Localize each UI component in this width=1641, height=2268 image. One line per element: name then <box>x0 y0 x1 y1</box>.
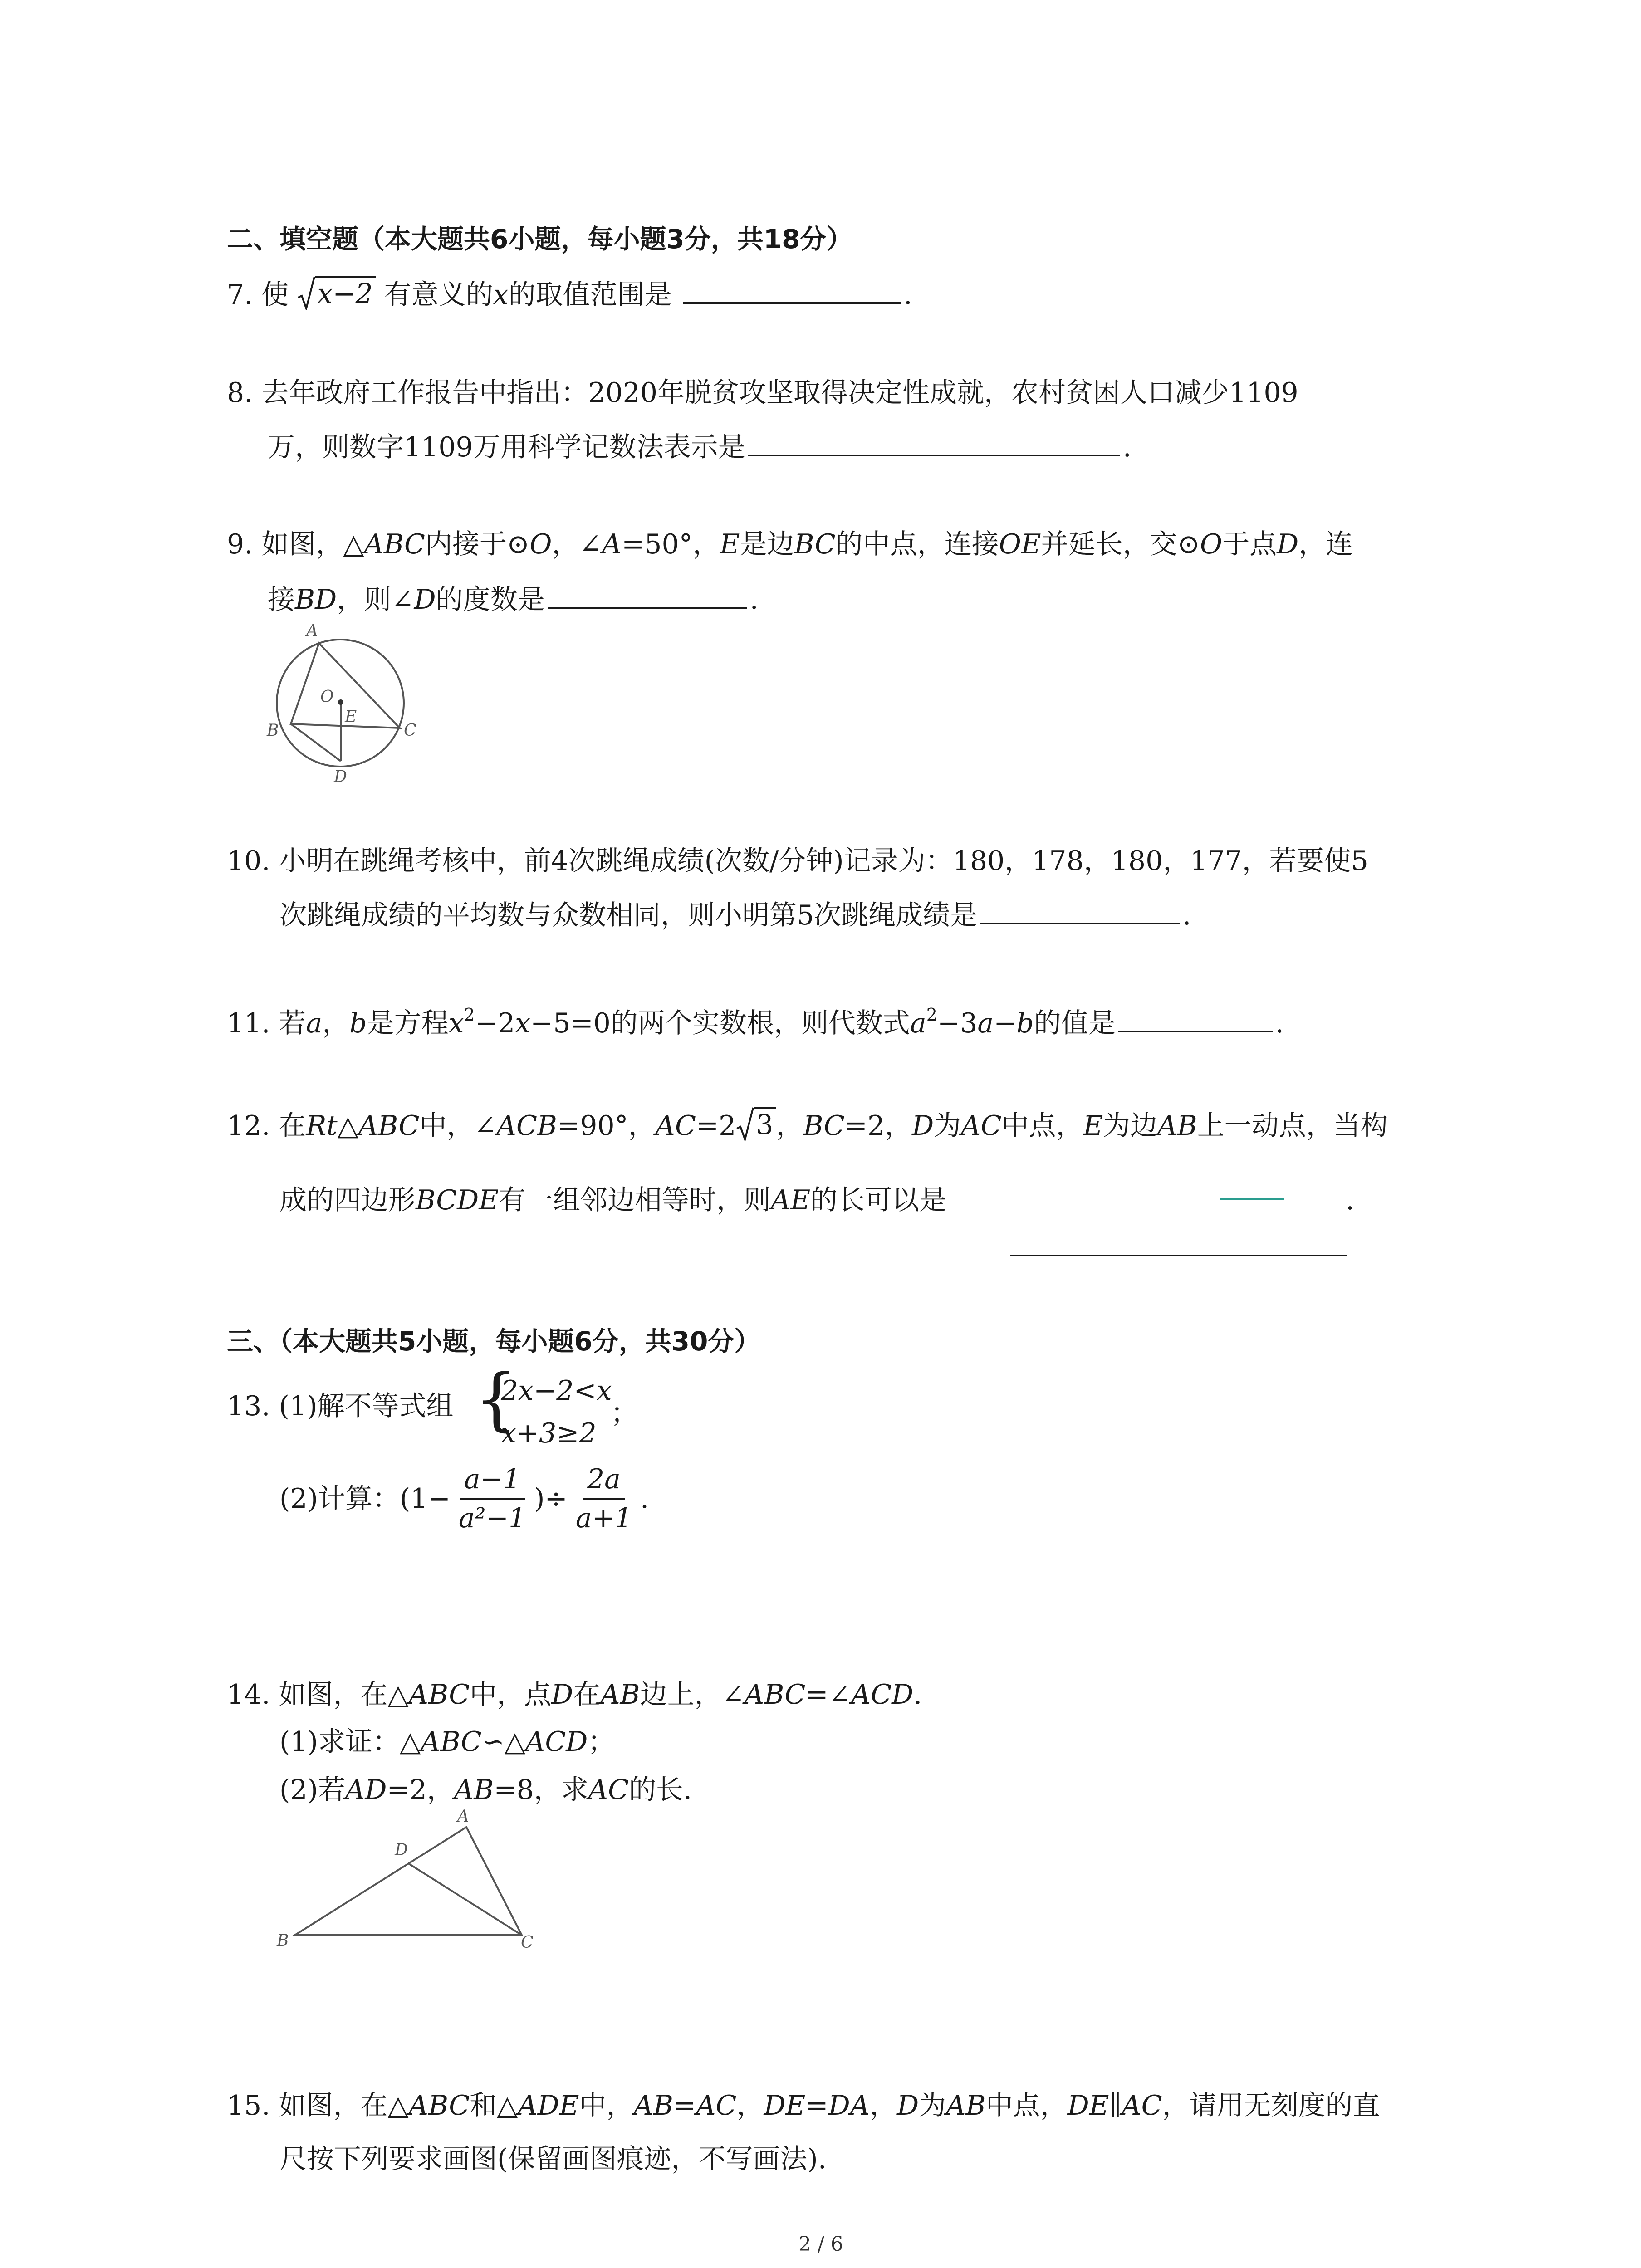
q11-text: 的值是 <box>1034 1007 1116 1039</box>
q14-text: =8，求 <box>494 1774 588 1806</box>
q11-exponent: 2 <box>464 1005 475 1025</box>
q13-number: 13. <box>227 1390 270 1422</box>
system-brace: { <box>475 1360 518 1439</box>
q13-inequality-2: x+3≥2 <box>501 1418 597 1449</box>
q11-text: −5=0的两个实数根，则代数式 <box>530 1007 910 1039</box>
q12-text: ， <box>776 1110 803 1142</box>
q9-text: ，连 <box>1298 528 1353 560</box>
q12-text: 为边 <box>1103 1110 1158 1142</box>
q15-text: 中点， <box>985 2090 1068 2121</box>
q14-number: 14. <box>227 1679 270 1711</box>
q14-text: =∠ <box>805 1679 851 1711</box>
q9-text: 如图，△ <box>261 528 364 560</box>
q15-var: AC <box>696 2090 737 2121</box>
q9-var: O <box>1200 528 1223 560</box>
q14-text: 的长. <box>629 1774 692 1806</box>
label-c: C <box>404 721 416 740</box>
q14-text: ； <box>588 1726 615 1758</box>
question-15-line-1 <box>227 2087 1380 2124</box>
q9-text: 的度数是 <box>436 584 545 616</box>
q15-text: ∥ <box>1109 2090 1122 2121</box>
q15-var: DE <box>1067 2090 1109 2121</box>
q8-end: . <box>1122 431 1132 463</box>
q15-text: 如图，在△ <box>279 2090 409 2121</box>
q9-circle-figure <box>254 617 436 798</box>
q14-text: (1)求证：△ <box>279 1726 421 1758</box>
q9-var: ABC <box>364 528 425 560</box>
q11-text: − <box>994 1007 1017 1039</box>
q12-var: E <box>1083 1110 1103 1142</box>
q12-var: D <box>912 1110 934 1142</box>
fraction-2-numerator: 2a <box>583 1463 625 1500</box>
q11-text: 若 <box>279 1007 306 1039</box>
label-b: B <box>277 1931 289 1950</box>
q9-var: OE <box>999 528 1041 560</box>
question-8-line-1 <box>227 375 1298 411</box>
q11-exponent: 2 <box>926 1005 937 1025</box>
q7-post: 的取值范围是 <box>508 279 672 311</box>
q14-var: ABC <box>744 1679 806 1711</box>
question-14-line-1 <box>227 1677 922 1713</box>
q12-var: AC <box>655 1110 696 1142</box>
q10-end: . <box>1182 899 1191 931</box>
q12-end: . <box>1346 1184 1355 1216</box>
q15-var: AC <box>1122 2090 1162 2121</box>
q15-text: = <box>805 2090 828 2121</box>
q15-text: = <box>673 2090 696 2121</box>
q13-end: . <box>640 1483 649 1515</box>
q15-var: DE <box>764 2090 806 2121</box>
q13-close: )÷ <box>534 1483 568 1515</box>
label-a: A <box>306 621 318 640</box>
q12-text: △ <box>337 1110 358 1142</box>
q12-text: 成的四边形 <box>279 1184 416 1216</box>
q9-var: BC <box>794 528 836 560</box>
q14-var: ACD <box>525 1726 588 1758</box>
question-7 <box>227 276 912 313</box>
q15-var: ABC <box>408 2090 470 2121</box>
q9-var: O <box>529 528 552 560</box>
q15-number: 15. <box>227 2090 270 2121</box>
q12-accent-line <box>1220 1198 1284 1200</box>
question-15-line-2: 尺按下列要求画图(保留画图痕迹，不写画法). <box>279 2143 827 2175</box>
radical-sign-icon <box>297 276 315 310</box>
q7-radicand: x−2 <box>315 276 375 310</box>
q15-text: 和△ <box>470 2090 518 2121</box>
sqrt-expression <box>297 276 375 310</box>
q11-text: ， <box>322 1007 350 1039</box>
q9-text: 的中点，连接 <box>835 528 999 560</box>
q9-text: 于点 <box>1222 528 1277 560</box>
q11-var: x <box>515 1007 531 1039</box>
q12-var: BCDE <box>416 1184 499 1216</box>
question-10-line-1 <box>227 843 1368 879</box>
q9-var: BD <box>295 584 337 616</box>
label-d: D <box>395 1841 408 1859</box>
segment-cd <box>408 1863 522 1935</box>
q12-text: 中点， <box>1001 1110 1083 1142</box>
q14-text: =2， <box>387 1774 454 1806</box>
q15-var: DA <box>828 2090 870 2121</box>
q13-semicolon: ； <box>611 1398 638 1429</box>
q9-text: 接 <box>268 584 295 616</box>
q12-text: 中，∠ <box>419 1110 497 1142</box>
q11-number: 11. <box>227 1007 270 1039</box>
q9-var: A <box>602 528 622 560</box>
fraction-1 <box>454 1463 530 1534</box>
q15-text: ，请用无刻度的直 <box>1162 2090 1380 2121</box>
q12-text: 在 <box>279 1110 306 1142</box>
question-14-line-2 <box>279 1724 615 1760</box>
question-8-line-2 <box>268 428 1132 465</box>
question-9-line-1 <box>227 526 1353 562</box>
question-12-line-2 <box>279 1182 946 1218</box>
q9-text: ，∠ <box>552 528 602 560</box>
q12-number: 12. <box>227 1110 270 1142</box>
q9-text: ，则∠ <box>337 584 414 616</box>
q12-var: ABC <box>358 1110 420 1142</box>
label-e: E <box>345 708 357 726</box>
sqrt-3 <box>736 1107 776 1141</box>
question-10-line-2 <box>279 896 1191 934</box>
q9-var: D <box>1277 528 1299 560</box>
q8-answer-blank[interactable] <box>748 428 1120 456</box>
q14-var: AD <box>345 1774 387 1806</box>
q13-open: (1− <box>400 1483 451 1515</box>
q11-text: −3 <box>937 1007 978 1039</box>
q14-text: 在 <box>573 1679 601 1711</box>
label-a: A <box>457 1807 469 1826</box>
q12-text: 为 <box>934 1110 961 1142</box>
q12-text: =90°， <box>557 1110 656 1142</box>
q9-var: D <box>414 584 436 616</box>
q11-end: . <box>1275 1007 1284 1039</box>
q9-text: 是边 <box>740 528 794 560</box>
q12-var: AB <box>1157 1110 1197 1142</box>
q14-text: 如图，在△ <box>279 1679 409 1711</box>
q10-answer-blank[interactable] <box>980 896 1180 924</box>
fraction-1-numerator: a−1 <box>460 1463 525 1500</box>
q15-text: ， <box>870 2090 897 2121</box>
q9-text: 并延长，交⊙ <box>1041 528 1200 560</box>
label-b: B <box>267 721 279 740</box>
q15-var: AB <box>633 2090 673 2121</box>
q12-text: =2 <box>696 1110 736 1142</box>
q12-text: 上一动点，当构 <box>1197 1110 1388 1142</box>
q13-part2-label: (2)计算： <box>279 1483 400 1515</box>
fraction-1-denominator: a²−1 <box>458 1502 526 1534</box>
label-d: D <box>334 767 347 786</box>
label-o: O <box>320 688 334 706</box>
q11-text: −2 <box>475 1007 515 1039</box>
q11-var: b <box>1016 1007 1034 1039</box>
q14-var: D <box>551 1679 573 1711</box>
q14-text: (2)若 <box>279 1774 345 1806</box>
q14-var: AB <box>454 1774 494 1806</box>
q11-var: x <box>448 1007 464 1039</box>
q14-var: ABC <box>408 1679 470 1711</box>
q7-mid: 有意义的 <box>384 279 493 311</box>
center-point <box>338 699 343 705</box>
q7-var: x <box>493 279 509 311</box>
q12-var: ACB <box>496 1110 558 1142</box>
q9-answer-blank[interactable] <box>548 581 747 609</box>
question-11 <box>227 1004 1284 1041</box>
q7-answer-blank[interactable] <box>683 276 901 304</box>
q10-line1: 小明在跳绳考核中，前4次跳绳成绩(次数/分钟)记录为：180，178，180，177，若要使5 <box>279 845 1368 877</box>
q14-triangle-figure <box>263 1805 554 1955</box>
q11-var: b <box>349 1007 367 1039</box>
q11-var: a <box>977 1007 994 1039</box>
q9-text: 内接于⊙ <box>425 528 530 560</box>
question-14-line-3 <box>279 1772 692 1808</box>
q14-var: AB <box>600 1679 640 1711</box>
q14-text: 边上，∠ <box>640 1679 745 1711</box>
q12-var: AC <box>961 1110 1002 1142</box>
q12-var: Rt <box>306 1110 338 1142</box>
fraction-2 <box>571 1463 637 1534</box>
triangle-abc <box>295 1827 522 1935</box>
q12-var: BC <box>803 1110 845 1142</box>
section-3-heading: 三、（本大题共5小题，每小题6分，共30分） <box>227 1326 761 1357</box>
q12-text: 的长可以是 <box>810 1184 947 1216</box>
q15-text: 中， <box>579 2090 634 2121</box>
q9-text: =50°， <box>622 528 720 560</box>
fraction-2-denominator: a+1 <box>575 1502 632 1534</box>
q11-var: a <box>306 1007 323 1039</box>
q8-line1: 去年政府工作报告中指出：2020年脱贫攻坚取得决定性成就，农村贫困人口减少1109 <box>261 377 1298 409</box>
question-12-line-1 <box>227 1107 1388 1144</box>
q7-pre: 使 <box>261 279 289 311</box>
question-13-part-2 <box>279 1463 649 1534</box>
question-9-line-2 <box>268 581 759 618</box>
q14-text: 中，点 <box>470 1679 552 1711</box>
segment-bd <box>291 724 341 761</box>
q7-end: . <box>903 279 912 311</box>
q9-number: 9. <box>227 528 253 560</box>
q14-text: ∽△ <box>481 1726 526 1758</box>
q11-text: 是方程 <box>367 1007 449 1039</box>
q14-text: . <box>913 1679 922 1711</box>
page-number: 2 / 6 <box>798 2233 843 2256</box>
q13-inequality-1: 2x−2<x <box>501 1375 612 1407</box>
q8-number: 8. <box>227 377 253 409</box>
label-c: C <box>521 1933 534 1952</box>
q11-answer-blank[interactable] <box>1118 1004 1273 1032</box>
q15-text: ， <box>736 2090 764 2121</box>
q13-part1-label: (1)解不等式组 <box>279 1390 454 1422</box>
q12-answer-blank[interactable] <box>1010 1255 1347 1256</box>
q12-text: 有一组邻边相等时，则 <box>499 1184 771 1216</box>
q8-line2: 万，则数字1109万用科学记数法表示是 <box>268 431 745 463</box>
q9-var: E <box>720 528 740 560</box>
q15-var: AB <box>946 2090 986 2121</box>
q12-var: AE <box>771 1184 811 1216</box>
q7-number: 7. <box>227 279 253 311</box>
q9-end: . <box>749 584 759 616</box>
q10-line2: 次跳绳成绩的平均数与众数相同，则小明第5次跳绳成绩是 <box>279 899 978 931</box>
q12-radicand: 3 <box>754 1107 776 1141</box>
radical-sign-icon <box>736 1107 754 1141</box>
q14-var: AC <box>588 1774 629 1806</box>
section-2-heading: 二、填空题（本大题共6小题，每小题3分，共18分） <box>227 224 853 254</box>
q14-var: ACD <box>851 1679 914 1711</box>
q15-var: D <box>897 2090 919 2121</box>
q10-number: 10. <box>227 845 270 877</box>
q11-var: a <box>910 1007 926 1039</box>
question-13-part-1 <box>227 1388 454 1424</box>
q15-var: ADE <box>518 2090 579 2121</box>
q15-text: 为 <box>919 2090 946 2121</box>
q14-var: ABC <box>421 1726 482 1758</box>
q12-text: =2， <box>844 1110 912 1142</box>
